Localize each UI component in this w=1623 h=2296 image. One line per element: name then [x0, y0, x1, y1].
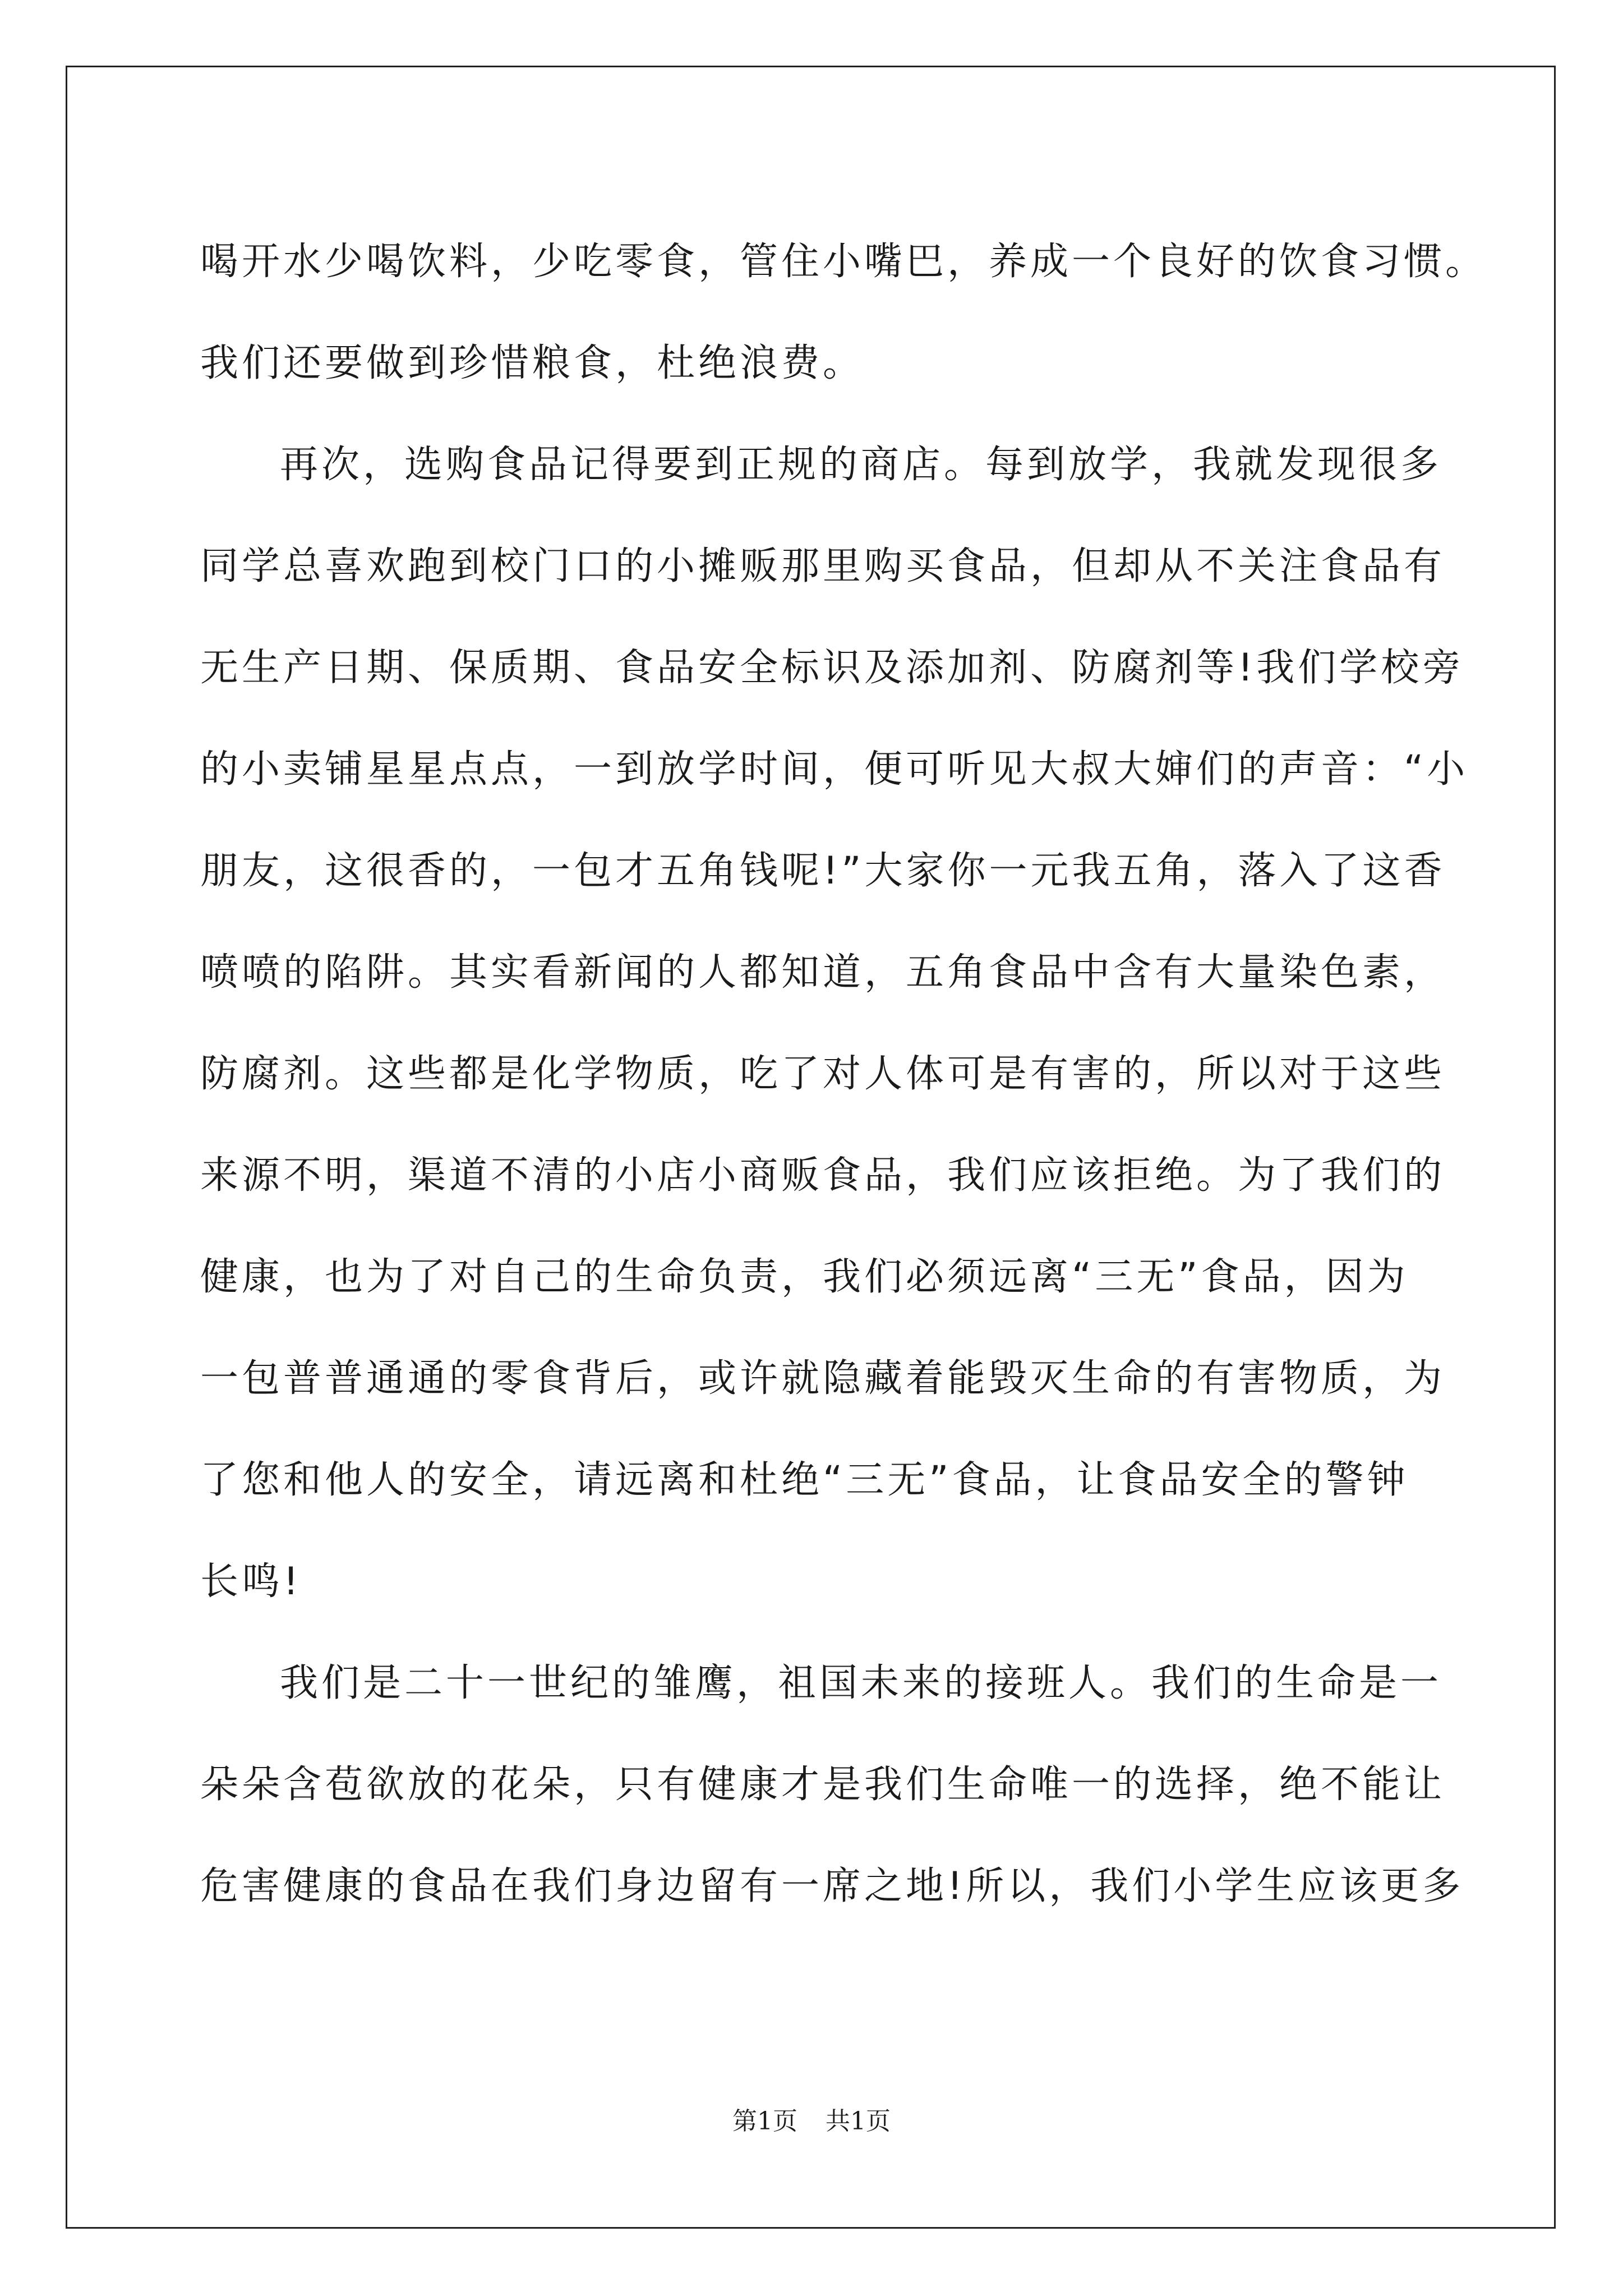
text-line: 来源不明，渠道不清的小店小商贩食品，我们应该拒绝。为了我们的: [200, 1153, 1446, 1198]
text-line: 防腐剂。这些都是化学物质，吃了对人体可是有害的，所以对于这些: [200, 1052, 1446, 1096]
text-line: 一包普普通通的零食背后，或许就隐藏着能毁灭生命的有害物质，为: [200, 1356, 1446, 1401]
page-number: 第1页: [732, 2107, 797, 2136]
text-line: 无生产日期、保质期、食品安全标识及添加剂、防腐剂等!我们学校旁: [200, 646, 1464, 690]
text-line: 健康，也为了对自己的生命负责，我们必须远离“三无”食品，因为: [200, 1255, 1409, 1299]
page-footer: [0, 2105, 1623, 2138]
page-total: 共1页: [826, 2107, 891, 2136]
text-line: 喝开水少喝饮料，少吃零食，管住小嘴巴，养成一个良好的饮食习惯。: [200, 240, 1487, 284]
document-body: [200, 211, 1487, 1937]
text-line: 同学总喜欢跑到校门口的小摊贩那里购买食品，但却从不关注食品有: [200, 544, 1446, 588]
text-line: 我们还要做到珍惜粮食，杜绝浪费。: [200, 341, 865, 385]
text-line: 长鸣!: [200, 1559, 302, 1604]
text-line: 了您和他人的安全，请远离和杜绝“三无”食品，让食品安全的警钟: [200, 1458, 1409, 1502]
text-line: 我们是二十一世纪的雏鹰，祖国未来的接班人。我们的生命是一: [280, 1661, 1442, 1705]
text-line: 再次，选购食品记得要到正规的商店。每到放学，我就发现很多: [280, 443, 1442, 487]
text-line: 朵朵含苞欲放的花朵，只有健康才是我们生命唯一的选择，绝不能让: [200, 1763, 1446, 1807]
text-line: 危害健康的食品在我们身边留有一席之地!所以，我们小学生应该更多: [200, 1864, 1464, 1908]
text-line: 朋友，这很香的，一包才五角钱呢!”大家你一元我五角，落入了这香: [200, 849, 1446, 893]
text-line: 喷喷的陷阱。其实看新闻的人都知道，五角食品中含有大量染色素，: [200, 950, 1446, 995]
text-line: 的小卖铺星星点点，一到放学时间，便可听见大叔大婶们的声音：“小: [200, 747, 1469, 792]
